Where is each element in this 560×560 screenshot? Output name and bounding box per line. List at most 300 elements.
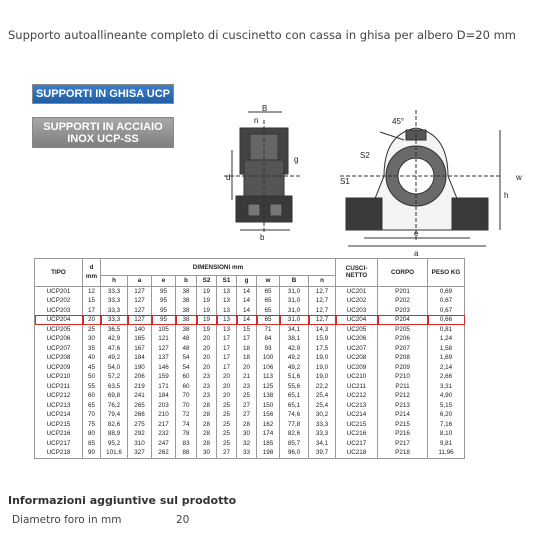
table-cell: 40 [83,353,101,363]
table-cell: 54 [176,353,197,363]
table-cell: 127 [128,286,152,296]
table-cell: 71 [257,325,280,335]
table-cell: 185 [257,439,280,449]
table-cell: 54 [176,363,197,373]
table-cell: UCP205 [35,325,83,335]
table-cell: 13 [217,306,237,316]
table-cell: 38 [176,315,197,325]
table-cell: 72 [176,410,197,420]
table-cell: 51,6 [280,372,309,382]
table-cell: 65 [257,306,280,316]
table-cell: 146 [152,363,176,373]
table-cell: 31,0 [280,315,309,325]
supporti-inox-line2: INOX UCP-SS [67,133,139,145]
table-cell: 27 [237,410,257,420]
table-cell: 1,69 [428,353,465,363]
header-d: d mm [83,259,101,287]
table-cell: 13 [217,315,237,325]
table-cell: 88,9 [101,429,128,439]
table-cell: 20 [197,334,217,344]
table-cell: UCP216 [35,429,83,439]
table-cell: UCP212 [35,391,83,401]
table-cell: 63,5 [101,382,128,392]
table-cell: 25,4 [309,391,336,401]
table-cell: 33,3 [309,420,336,430]
table-cell: UCP206 [35,334,83,344]
table-cell: 4,90 [428,391,465,401]
label-S2: S2 [360,151,370,160]
label-g: g [294,155,299,164]
table-cell: 31,0 [280,306,309,316]
table-cell: P202 [378,296,428,306]
table-cell: UC205 [336,325,378,335]
subheader-cell: a [128,276,152,287]
table-cell: 60 [83,391,101,401]
table-cell: 13 [217,286,237,296]
table-cell: 17 [237,334,257,344]
table-cell: 0,67 [428,306,465,316]
table-cell: 80 [83,429,101,439]
table-cell: P216 [378,429,428,439]
table-cell: 23 [197,391,217,401]
table-cell: 75 [83,420,101,430]
label-e: e [414,229,419,238]
header-cuscinetto: CUSCI-NETTO [336,259,378,287]
table-cell: P217 [378,439,428,449]
table-cell: 12,7 [309,296,336,306]
table-cell: 70 [83,410,101,420]
table-cell: 20 [197,353,217,363]
table-cell: 55 [83,382,101,392]
table-row [35,286,465,296]
table-cell: 30 [197,448,217,458]
table-cell: UC217 [336,439,378,449]
table-cell: 167 [128,344,152,354]
table-cell: 198 [257,448,280,458]
table-cell: 85,7 [280,439,309,449]
table-row [35,429,465,439]
table-cell: UC206 [336,334,378,344]
front-view [340,110,500,246]
table-cell: 7,16 [428,420,465,430]
table-cell: 90 [83,448,101,458]
table-cell: P213 [378,401,428,411]
table-cell: UC204 [336,315,378,325]
table-cell: 265 [128,401,152,411]
table-cell: 82,6 [101,420,128,430]
table-cell: 266 [128,410,152,420]
table-cell: 232 [152,429,176,439]
table-cell: P203 [378,306,428,316]
table-cell: 20 [197,363,217,373]
table-row [35,334,465,344]
table-cell: 33,3 [101,306,128,316]
table-cell: UCP201 [35,286,83,296]
table-row [35,296,465,306]
subheader-cell: w [257,276,280,287]
table-cell: 11,96 [428,448,465,458]
table-cell: UC215 [336,420,378,430]
table-cell: UC201 [336,286,378,296]
table-cell: UCP218 [35,448,83,458]
label-angle: 45° [392,117,405,126]
table-cell: 95,2 [101,439,128,449]
table-cell: 13 [217,325,237,335]
table-cell: 28 [197,410,217,420]
subheader-cell: e [152,276,176,287]
table-cell: 15 [237,325,257,335]
table-cell: 25 [217,429,237,439]
table-cell: 19 [197,315,217,325]
info-title: Informazioni aggiuntive sul prodotto [8,494,237,507]
table-cell: 18 [237,344,257,354]
table-cell: 14 [237,306,257,316]
table-cell: 101,6 [101,448,128,458]
table-cell: 137 [152,353,176,363]
table-cell: 74 [176,420,197,430]
table-cell: 292 [128,429,152,439]
table-cell: 19 [197,296,217,306]
subheader-cell: h [101,276,128,287]
table-cell: 262 [152,448,176,458]
table-cell: P210 [378,372,428,382]
label-a: a [414,249,419,258]
label-S1: S1 [340,177,350,186]
table-cell: P206 [378,334,428,344]
table-cell: 25 [217,410,237,420]
table-cell: UC213 [336,401,378,411]
table-cell: 15,9 [309,334,336,344]
technical-drawing [0,100,560,260]
table-cell: UC202 [336,296,378,306]
table-cell: 184 [152,391,176,401]
table-cell: 159 [152,372,176,382]
table-cell: 60 [176,382,197,392]
table-cell: 174 [257,429,280,439]
table-cell: 2,14 [428,363,465,373]
table-cell: 60 [176,372,197,382]
table-cell: 33,3 [101,286,128,296]
table-cell: 19 [197,306,217,316]
table-cell: 20 [83,315,101,325]
table-cell: 8,10 [428,429,465,439]
table-cell: 121 [152,334,176,344]
table-cell: UC208 [336,353,378,363]
table-cell: UCP215 [35,420,83,430]
table-cell: 30 [83,334,101,344]
table-cell: 0,81 [428,325,465,335]
table-cell: 19 [197,325,217,335]
info-value: 20 [176,514,190,526]
table-cell: 14 [237,315,257,325]
table-row [35,306,465,316]
table-cell: 1,24 [428,334,465,344]
table-cell: 100 [257,353,280,363]
table-cell: 0,67 [428,296,465,306]
table-cell: 82,6 [280,429,309,439]
table-cell: 15 [83,296,101,306]
table-cell: P205 [378,325,428,335]
table-cell: 70 [176,401,197,411]
table-cell: 31,0 [280,286,309,296]
table-row [35,363,465,373]
table-cell: UC210 [336,372,378,382]
table-cell: 65,1 [280,391,309,401]
table-cell: 20 [197,344,217,354]
table-cell: 127 [128,306,152,316]
subheader-cell: g [237,276,257,287]
table-cell: P212 [378,391,428,401]
table-cell: P208 [378,353,428,363]
subheader-cell: B [280,276,309,287]
table-row [35,391,465,401]
table-cell: 162 [257,420,280,430]
table-cell: P214 [378,410,428,420]
table-cell: UCP209 [35,363,83,373]
table-cell: 17,5 [309,344,336,354]
table-cell: P209 [378,363,428,373]
table-cell: UCP208 [35,353,83,363]
table-row [35,410,465,420]
label-B: B [262,104,268,113]
table-cell: 17 [217,344,237,354]
table-cell: 17 [217,334,237,344]
table-cell: 21 [237,372,257,382]
table-cell: 34,1 [280,325,309,335]
table-cell: 203 [152,401,176,411]
table-cell: 30 [237,429,257,439]
table-cell: 45 [83,363,101,373]
table-cell: 106 [257,363,280,373]
table-cell: 57,2 [101,372,128,382]
table-cell: UC203 [336,306,378,316]
table-cell: 93 [257,344,280,354]
header-dimensioni: DIMENSIONI mm [101,259,336,276]
table-cell: P215 [378,420,428,430]
table-cell: 17 [83,306,101,316]
table-cell: 20 [217,372,237,382]
table-cell: 310 [128,439,152,449]
table-cell: 49,2 [101,353,128,363]
table-cell: 25 [217,420,237,430]
table-cell: UC209 [336,363,378,373]
table-cell: 28 [197,420,217,430]
table-cell: UCP207 [35,344,83,354]
table-cell: 20 [237,363,257,373]
header-tipo: TIPO [35,259,83,287]
table-cell: 65,1 [280,401,309,411]
table-cell: 39,7 [309,448,336,458]
table-cell: 95 [152,315,176,325]
table-cell: 54,0 [101,363,128,373]
table-cell: 48 [176,344,197,354]
table-row [35,448,465,458]
table-cell: 19,0 [309,372,336,382]
table-cell: 13 [217,296,237,306]
supporti-inox-line1: SUPPORTI IN ACCIAIO [43,121,163,133]
table-cell: 50 [83,372,101,382]
table-cell: 190 [128,363,152,373]
table-cell: 327 [128,448,152,458]
table-cell: 85 [83,439,101,449]
table-cell: 33 [237,448,257,458]
table-cell: 219 [128,382,152,392]
table-cell: 18 [237,353,257,363]
table-cell: UCP213 [35,401,83,411]
dimensions-table [34,258,465,459]
table-row [35,372,465,382]
table-cell: 6,20 [428,410,465,420]
table-cell: 12,7 [309,315,336,325]
table-cell: 83 [176,439,197,449]
subheader-cell: n [309,276,336,287]
info-label: Diametro foro in mm [12,514,122,526]
table-row [35,439,465,449]
table-row [35,382,465,392]
table-cell: UC207 [336,344,378,354]
table-cell: 184 [128,353,152,363]
table-cell: 12,7 [309,306,336,316]
table-cell: 23 [197,382,217,392]
table-cell: 27 [237,401,257,411]
label-n: n [254,116,259,125]
table-row [35,344,465,354]
table-cell: 55,6 [280,382,309,392]
table-cell: 28 [197,439,217,449]
table-cell: 2,66 [428,372,465,382]
table-cell: 210 [152,410,176,420]
table-cell: P211 [378,382,428,392]
table-cell: 79,4 [101,410,128,420]
table-cell: UCP211 [35,382,83,392]
table-cell: 28 [197,429,217,439]
table-cell: 206 [128,372,152,382]
table-cell: 17 [217,363,237,373]
table-cell: 217 [152,420,176,430]
table-cell: 1,58 [428,344,465,354]
table-cell: 78 [176,429,197,439]
table-cell: 25 [217,401,237,411]
table-cell: UC214 [336,410,378,420]
header-corpo: CORPO [378,259,428,287]
table-cell: 31,0 [280,296,309,306]
table-cell: 127 [152,344,176,354]
table-cell: 95 [152,306,176,316]
table-cell: 9,81 [428,439,465,449]
table-cell: 0,66 [428,315,465,325]
table-cell: UCP202 [35,296,83,306]
table-cell: 0,69 [428,286,465,296]
table-cell: 38 [176,325,197,335]
table-cell: 19 [197,286,217,296]
table-cell: 247 [152,439,176,449]
table-cell: 14 [237,286,257,296]
table-cell: 5,15 [428,401,465,411]
table-cell: 36,5 [101,325,128,335]
table-cell: P201 [378,286,428,296]
table-cell: 14 [237,296,257,306]
table-cell: 27 [217,448,237,458]
label-w: w [516,173,522,182]
table-cell: 19,0 [309,363,336,373]
table-cell: 25 [237,391,257,401]
table-cell: UCP203 [35,306,83,316]
table-cell: P218 [378,448,428,458]
table-cell: 77,8 [280,420,309,430]
table-cell: 25 [217,439,237,449]
table-row [35,420,465,430]
table-row [35,353,465,363]
table-cell: 84 [257,334,280,344]
table-cell: 28 [197,401,217,411]
table-row [35,315,465,325]
table-cell: 42,9 [101,334,128,344]
table-cell: UC216 [336,429,378,439]
table-cell: 23 [237,382,257,392]
page-title: Supporto autoallineante completo di cuscinetto con cassa in ghisa per albero D=20 mm [8,28,516,42]
table-cell: 127 [128,296,152,306]
table-cell: 14,3 [309,325,336,335]
supporti-ghisa-button[interactable]: SUPPORTI IN GHISA UCP [32,84,174,104]
subheader-cell: b [176,276,197,287]
table-cell: UCP210 [35,372,83,382]
table-cell: 3,31 [428,382,465,392]
table-cell: 96,0 [280,448,309,458]
table-cell: 70 [176,391,197,401]
table-cell: 48 [176,334,197,344]
table-cell: 241 [128,391,152,401]
subheader-cell: S2 [197,276,217,287]
table-row [35,401,465,411]
table-cell: 33,3 [101,296,128,306]
table-cell: UC212 [336,391,378,401]
table-cell: 65 [257,296,280,306]
table-cell: 20 [217,391,237,401]
table-cell: 95 [152,286,176,296]
table-cell: 22,2 [309,382,336,392]
table-cell: 156 [257,410,280,420]
table-cell: 150 [257,401,280,411]
table-cell: 140 [128,325,152,335]
table-cell: 165 [128,334,152,344]
table-cell: 105 [152,325,176,335]
table-cell: UCP217 [35,439,83,449]
table-cell: 125 [257,382,280,392]
table-cell: 275 [128,420,152,430]
label-h: h [504,191,509,200]
table-cell: 34,1 [309,439,336,449]
table-cell: 23 [197,372,217,382]
table-cell: 12,7 [309,286,336,296]
label-d: d [226,173,231,182]
table-cell: 88 [176,448,197,458]
table-cell: UC218 [336,448,378,458]
table-cell: 127 [128,315,152,325]
table-cell: 65 [257,315,280,325]
table-cell: 113 [257,372,280,382]
table-cell: 17 [217,353,237,363]
table-cell: 49,2 [280,353,309,363]
table-cell: 25 [83,325,101,335]
table-cell: 69,8 [101,391,128,401]
table-cell: UCP204 [35,315,83,325]
table-cell: 65 [83,401,101,411]
table-cell: 49,2 [280,363,309,373]
table-cell: 74,6 [280,410,309,420]
table-cell: 76,2 [101,401,128,411]
header-peso: PESO KG [428,259,465,287]
table-cell: 12 [83,286,101,296]
